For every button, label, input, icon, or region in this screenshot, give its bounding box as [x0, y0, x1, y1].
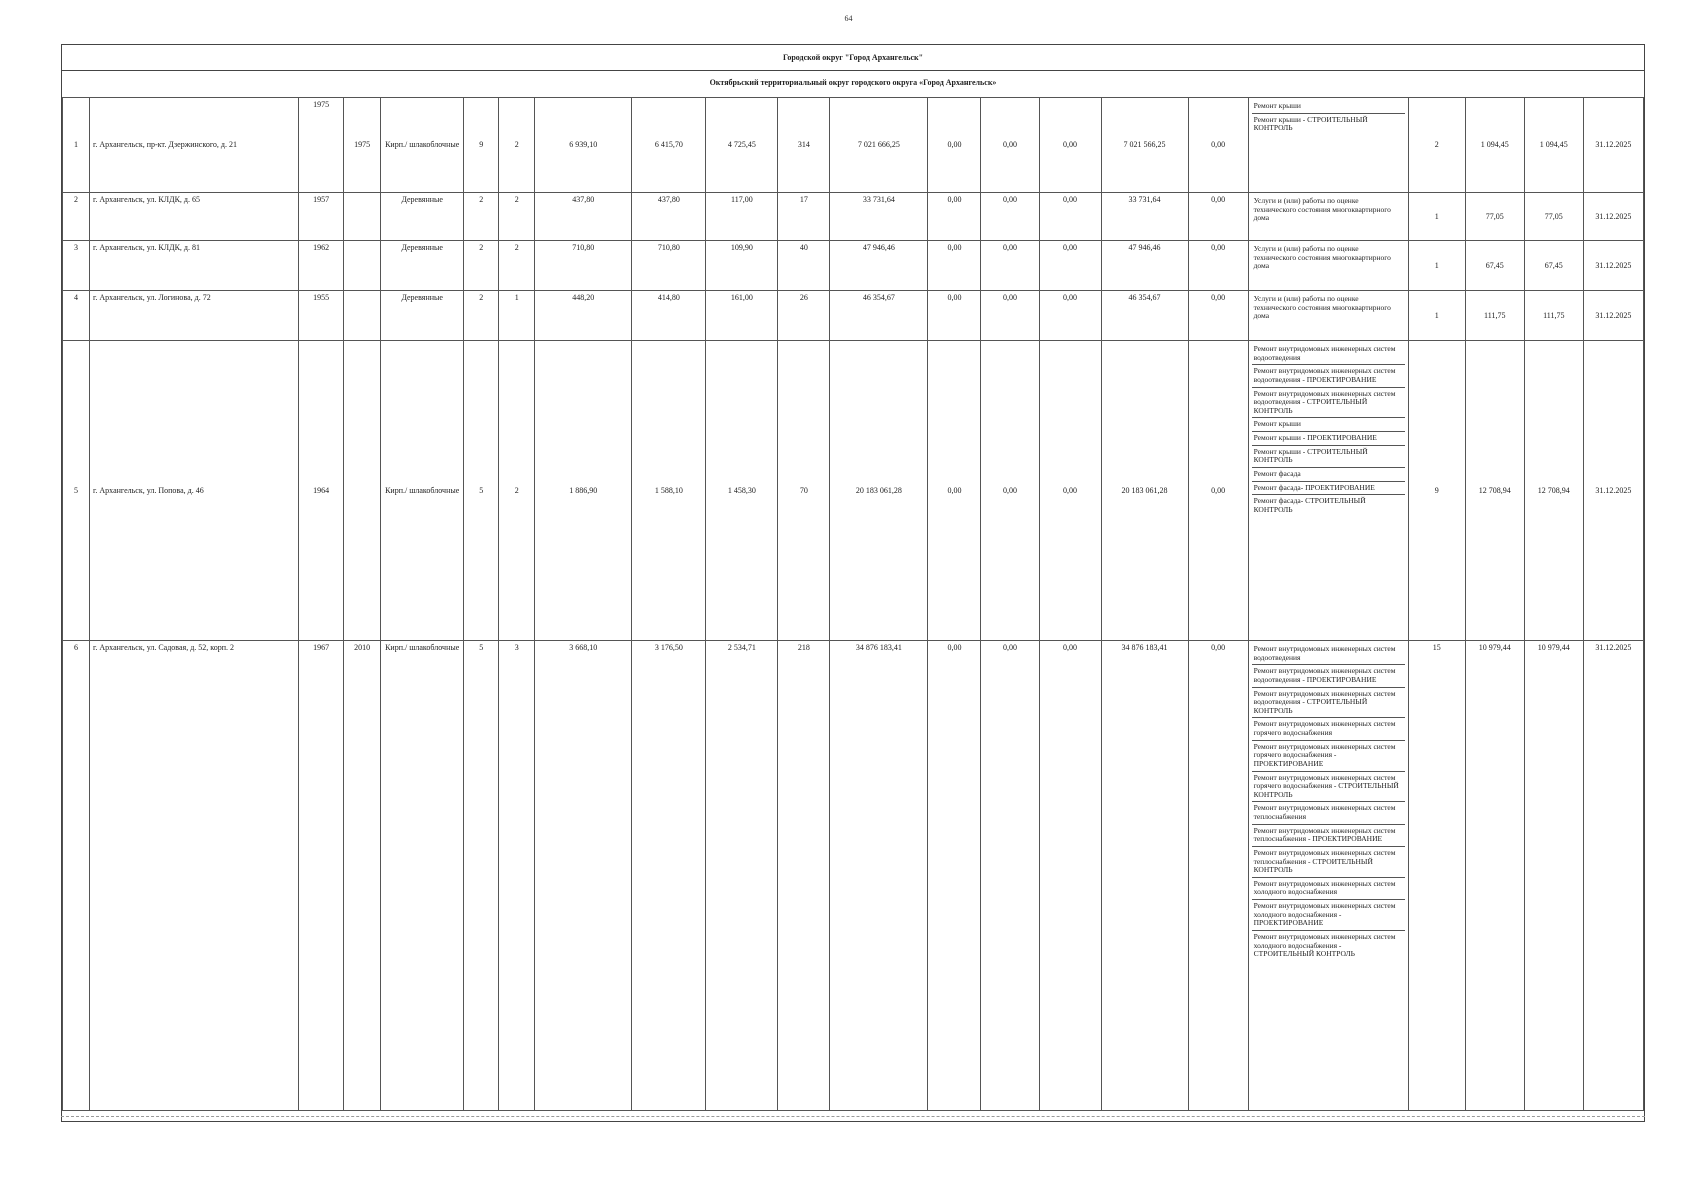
year-renovation-cell: 2010 — [344, 641, 381, 1111]
work-item: Ремонт фасада — [1252, 468, 1405, 482]
works-cell — [1248, 641, 1408, 1111]
table-row — [63, 193, 1644, 241]
housing-table — [62, 97, 1644, 1111]
year-built-cell: 1957 — [299, 193, 344, 241]
deadline-cell: 31.12.2025 — [1583, 193, 1643, 241]
address-cell: г. Архангельск, ул. Логинова, д. 72 — [90, 291, 299, 341]
fund-a-cell: 0,00 — [928, 341, 981, 641]
row-number: 6 — [63, 641, 90, 1111]
cost-total-cell: 33 731,64 — [830, 193, 928, 241]
fund-owners-cell: 46 354,67 — [1101, 291, 1188, 341]
unit-cost-cell: 111,75 — [1465, 291, 1524, 341]
work-item: Ремонт крыши — [1252, 418, 1405, 432]
material-cell: Деревянные — [381, 241, 464, 291]
entrances-cell: 2 — [499, 193, 535, 241]
fund-c-cell: 0,00 — [1039, 98, 1101, 193]
floors-cell: 9 — [464, 98, 499, 193]
cost-total-cell: 20 183 061,28 — [830, 341, 928, 641]
residents-cell: 26 — [778, 291, 830, 341]
floors-cell: 2 — [464, 241, 499, 291]
cost-total-cell: 7 021 666,25 — [830, 98, 928, 193]
year-renovation-cell — [344, 291, 381, 341]
works-cell — [1248, 341, 1408, 641]
work-item: Ремонт внутридомовых инженерных систем водоотведения - СТРОИТЕЛЬНЫЙ КОНТРОЛЬ — [1252, 688, 1405, 719]
unit-cost-cell: 1 094,45 — [1465, 98, 1524, 193]
fund-b-cell: 0,00 — [981, 241, 1039, 291]
works-list — [1252, 100, 1405, 135]
year-built-cell: 1975 — [299, 98, 344, 193]
area-living-cell: 414,80 — [632, 291, 706, 341]
year-renovation-cell — [344, 341, 381, 641]
area-residential-cell: 2 534,71 — [706, 641, 778, 1111]
fund-b-cell: 0,00 — [981, 641, 1039, 1111]
max-cost-cell: 12 708,94 — [1524, 341, 1583, 641]
fund-b-cell: 0,00 — [981, 98, 1039, 193]
year-built-cell: 1964 — [299, 341, 344, 641]
year-renovation-cell — [344, 241, 381, 291]
works-cell — [1248, 193, 1408, 241]
fund-a-cell: 0,00 — [928, 98, 981, 193]
cost-total-cell: 34 876 183,41 — [830, 641, 928, 1111]
fund-d-cell: 0,00 — [1188, 98, 1248, 193]
area-total-cell: 437,80 — [535, 193, 632, 241]
fund-owners-cell: 20 183 061,28 — [1101, 341, 1188, 641]
year-renovation-cell: 1975 — [344, 98, 381, 193]
residents-cell: 70 — [778, 341, 830, 641]
table-row — [63, 291, 1644, 341]
works-list — [1252, 293, 1405, 323]
max-cost-cell: 111,75 — [1524, 291, 1583, 341]
works-list — [1252, 343, 1405, 516]
works-cell — [1248, 241, 1408, 291]
material-cell: Кирп./ шлакоблочные — [381, 341, 464, 641]
fund-owners-cell: 47 946,46 — [1101, 241, 1188, 291]
address-cell: г. Архангельск, ул. КЛДК, д. 65 — [90, 193, 299, 241]
subdistrict-title: Октябрьский территориальный округ городского округа «Город Архангельск» — [709, 78, 997, 87]
residents-cell: 40 — [778, 241, 830, 291]
fund-a-cell: 0,00 — [928, 193, 981, 241]
year-built-cell: 1962 — [299, 241, 344, 291]
area-living-cell: 3 176,50 — [632, 641, 706, 1111]
fund-c-cell: 0,00 — [1039, 241, 1101, 291]
area-total-cell: 448,20 — [535, 291, 632, 341]
work-item: Услуги и (или) работы по оценке технического состояния многоквартирного дома — [1253, 244, 1391, 271]
fund-c-cell: 0,00 — [1039, 641, 1101, 1111]
sheet-bottom-line — [61, 1116, 1645, 1117]
works-count-cell: 2 — [1408, 98, 1465, 193]
max-cost-cell: 1 094,45 — [1524, 98, 1583, 193]
fund-d-cell: 0,00 — [1188, 193, 1248, 241]
deadline-cell: 31.12.2025 — [1583, 291, 1643, 341]
works-cell — [1248, 291, 1408, 341]
fund-c-cell: 0,00 — [1039, 193, 1101, 241]
floors-cell: 2 — [464, 291, 499, 341]
row-number: 4 — [63, 291, 90, 341]
fund-owners-cell: 7 021 566,25 — [1101, 98, 1188, 193]
unit-cost-cell: 77,05 — [1465, 193, 1524, 241]
work-item: Ремонт внутридомовых инженерных систем водоотведения — [1252, 643, 1405, 665]
address-cell: г. Архангельск, ул. Садовая, д. 52, корп. 2 — [90, 641, 299, 1111]
year-built-cell: 1967 — [299, 641, 344, 1111]
works-count-cell: 15 — [1408, 641, 1465, 1111]
area-living-cell: 1 588,10 — [632, 341, 706, 641]
entrances-cell: 2 — [499, 341, 535, 641]
work-item: Ремонт внутридомовых инженерных систем водоотведения — [1252, 343, 1405, 365]
entrances-cell: 3 — [499, 641, 535, 1111]
entrances-cell: 1 — [499, 291, 535, 341]
year-built-cell: 1955 — [299, 291, 344, 341]
row-number: 2 — [63, 193, 90, 241]
works-count-cell: 1 — [1408, 241, 1465, 291]
area-total-cell: 1 886,90 — [535, 341, 632, 641]
fund-a-cell: 0,00 — [928, 641, 981, 1111]
deadline-cell: 31.12.2025 — [1583, 341, 1643, 641]
fund-d-cell: 0,00 — [1188, 641, 1248, 1111]
unit-cost-cell: 67,45 — [1465, 241, 1524, 291]
address-cell: г. Архангельск, ул. Попова, д. 46 — [90, 341, 299, 641]
work-item: Ремонт внутридомовых инженерных систем горячего водоснабжения — [1252, 718, 1405, 740]
subdistrict-header — [62, 70, 1644, 98]
work-item: Ремонт внутридомовых инженерных систем холодного водоснабжения — [1252, 878, 1405, 900]
entrances-cell: 2 — [499, 241, 535, 291]
area-total-cell: 3 668,10 — [535, 641, 632, 1111]
area-residential-cell: 109,90 — [706, 241, 778, 291]
work-item: Ремонт фасада- ПРОЕКТИРОВАНИЕ — [1252, 482, 1405, 496]
cost-total-cell: 46 354,67 — [830, 291, 928, 341]
deadline-cell: 31.12.2025 — [1583, 641, 1643, 1111]
work-item: Ремонт внутридомовых инженерных систем водоотведения - СТРОИТЕЛЬНЫЙ КОНТРОЛЬ — [1252, 388, 1405, 419]
floors-cell: 2 — [464, 193, 499, 241]
table-body — [63, 98, 1644, 1111]
max-cost-cell: 67,45 — [1524, 241, 1583, 291]
area-residential-cell: 117,00 — [706, 193, 778, 241]
page-number: 64 — [844, 14, 853, 23]
max-cost-cell: 10 979,44 — [1524, 641, 1583, 1111]
work-item: Услуги и (или) работы по оценке технического состояния многоквартирного дома — [1253, 294, 1391, 321]
work-item: Ремонт внутридомовых инженерных систем теплоснабжения — [1252, 802, 1405, 824]
material-cell: Кирп./ шлакоблочные — [381, 641, 464, 1111]
floors-cell: 5 — [464, 641, 499, 1111]
fund-c-cell: 0,00 — [1039, 341, 1101, 641]
residents-cell: 314 — [778, 98, 830, 193]
entrances-cell: 2 — [499, 98, 535, 193]
table-row — [63, 341, 1644, 641]
material-cell: Кирп./ шлакоблочные — [381, 98, 464, 193]
row-number: 5 — [63, 341, 90, 641]
fund-d-cell: 0,00 — [1188, 291, 1248, 341]
district-header — [62, 45, 1644, 71]
works-count-cell: 1 — [1408, 193, 1465, 241]
area-residential-cell: 161,00 — [706, 291, 778, 341]
row-number: 1 — [63, 98, 90, 193]
work-item: Ремонт внутридомовых инженерных систем холодного водоснабжения - ПРОЕКТИРОВАНИЕ — [1252, 900, 1405, 931]
work-item: Ремонт фасада- СТРОИТЕЛЬНЫЙ КОНТРОЛЬ — [1253, 496, 1366, 514]
row-number: 3 — [63, 241, 90, 291]
fund-c-cell: 0,00 — [1039, 291, 1101, 341]
material-cell: Деревянные — [381, 291, 464, 341]
table-row — [63, 98, 1644, 193]
work-item: Ремонт внутридомовых инженерных систем теплоснабжения - ПРОЕКТИРОВАНИЕ — [1252, 825, 1405, 847]
work-item: Ремонт внутридомовых инженерных систем горячего водоснабжения - ПРОЕКТИРОВАНИЕ — [1252, 741, 1405, 772]
fund-b-cell: 0,00 — [981, 341, 1039, 641]
work-item: Ремонт внутридомовых инженерных систем водоотведения - ПРОЕКТИРОВАНИЕ — [1252, 665, 1405, 687]
floors-cell: 5 — [464, 341, 499, 641]
works-count-cell: 9 — [1408, 341, 1465, 641]
deadline-cell: 31.12.2025 — [1583, 98, 1643, 193]
area-living-cell: 437,80 — [632, 193, 706, 241]
works-cell — [1248, 98, 1408, 193]
area-residential-cell: 4 725,45 — [706, 98, 778, 193]
work-item: Ремонт внутридомовых инженерных систем холодного водоснабжения - СТРОИТЕЛЬНЫЙ КОНТРОЛЬ — [1253, 931, 1396, 959]
area-total-cell: 6 939,10 — [535, 98, 632, 193]
table-row — [63, 641, 1644, 1111]
area-total-cell: 710,80 — [535, 241, 632, 291]
address-cell: г. Архангельск, пр-кт. Дзержинского, д. 21 — [90, 98, 299, 193]
fund-a-cell: 0,00 — [928, 241, 981, 291]
work-item: Услуги и (или) работы по оценке технического состояния многоквартирного дома — [1253, 196, 1391, 223]
area-living-cell: 6 415,70 — [632, 98, 706, 193]
work-item: Ремонт крыши — [1252, 100, 1405, 114]
work-item: Ремонт внутридомовых инженерных систем теплоснабжения - СТРОИТЕЛЬНЫЙ КОНТРОЛЬ — [1252, 847, 1405, 878]
document-sheet — [61, 44, 1645, 1122]
fund-d-cell: 0,00 — [1188, 241, 1248, 291]
district-title: Городской округ "Город Архангельск" — [782, 53, 924, 62]
year-renovation-cell — [344, 193, 381, 241]
material-cell: Деревянные — [381, 193, 464, 241]
residents-cell: 17 — [778, 193, 830, 241]
fund-owners-cell: 34 876 183,41 — [1101, 641, 1188, 1111]
fund-d-cell: 0,00 — [1188, 341, 1248, 641]
unit-cost-cell: 10 979,44 — [1465, 641, 1524, 1111]
work-item: Ремонт крыши - ПРОЕКТИРОВАНИЕ — [1252, 432, 1405, 446]
works-count-cell: 1 — [1408, 291, 1465, 341]
works-list — [1252, 643, 1405, 961]
max-cost-cell: 77,05 — [1524, 193, 1583, 241]
area-living-cell: 710,80 — [632, 241, 706, 291]
table-row — [63, 241, 1644, 291]
fund-owners-cell: 33 731,64 — [1101, 193, 1188, 241]
works-list — [1252, 243, 1405, 273]
cost-total-cell: 47 946,46 — [830, 241, 928, 291]
fund-a-cell: 0,00 — [928, 291, 981, 341]
work-item: Ремонт крыши - СТРОИТЕЛЬНЫЙ КОНТРОЛЬ — [1252, 446, 1405, 468]
work-item: Ремонт крыши - СТРОИТЕЛЬНЫЙ КОНТРОЛЬ — [1253, 114, 1368, 133]
work-item: Ремонт внутридомовых инженерных систем водоотведения - ПРОЕКТИРОВАНИЕ — [1252, 365, 1405, 387]
deadline-cell: 31.12.2025 — [1583, 241, 1643, 291]
unit-cost-cell: 12 708,94 — [1465, 341, 1524, 641]
work-item: Ремонт внутридомовых инженерных систем горячего водоснабжения - СТРОИТЕЛЬНЫЙ КОНТРОЛЬ — [1252, 772, 1405, 803]
fund-b-cell: 0,00 — [981, 291, 1039, 341]
area-residential-cell: 1 458,30 — [706, 341, 778, 641]
fund-b-cell: 0,00 — [981, 193, 1039, 241]
address-cell: г. Архангельск, ул. КЛДК, д. 81 — [90, 241, 299, 291]
residents-cell: 218 — [778, 641, 830, 1111]
works-list — [1252, 195, 1405, 225]
